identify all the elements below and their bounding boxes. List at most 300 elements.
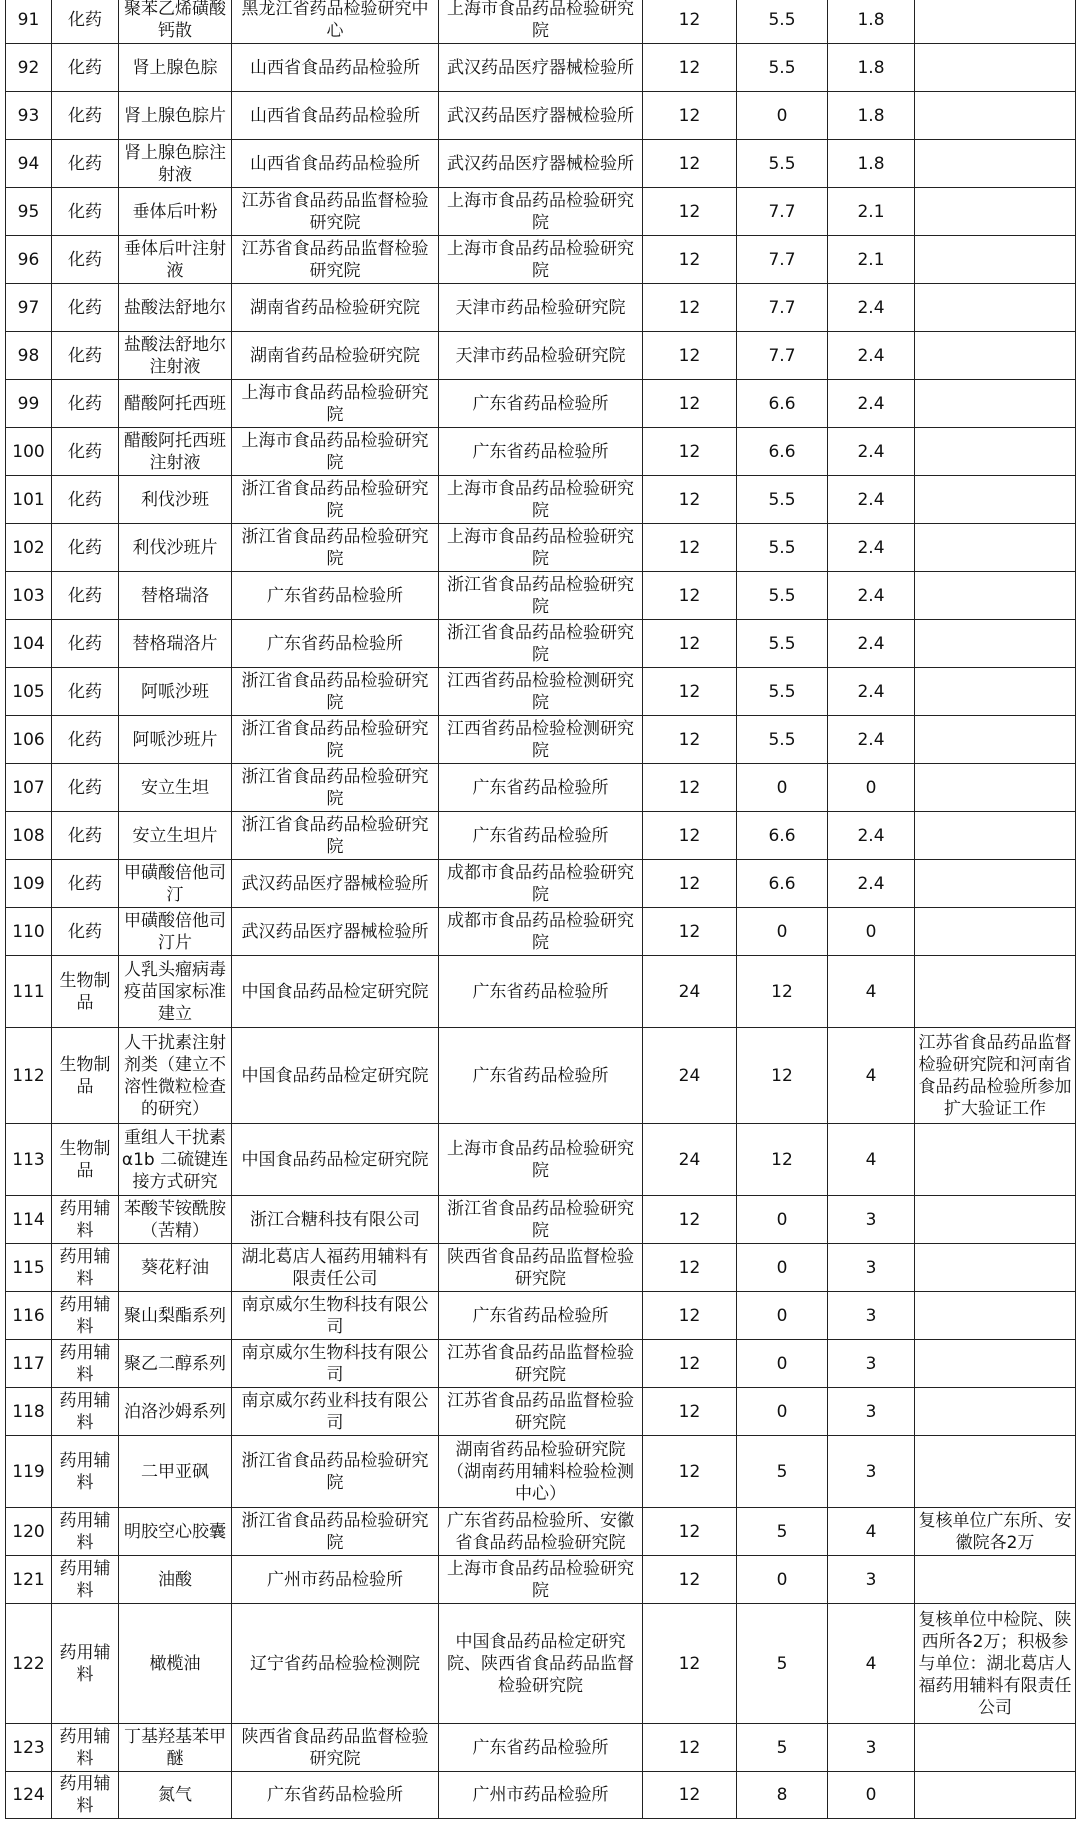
product-name-cell[interactable]: 醋酸阿托西班: [119, 380, 232, 428]
category-cell[interactable]: 化药: [52, 524, 119, 572]
review-unit-cell[interactable]: 天津市药品检验研究院: [439, 332, 643, 380]
amount-a-cell[interactable]: 0: [737, 1196, 828, 1244]
total-amount-cell[interactable]: 12: [643, 812, 737, 860]
category-cell[interactable]: 药用辅料: [52, 1604, 119, 1724]
amount-a-cell[interactable]: 0: [737, 1244, 828, 1292]
amount-b-cell[interactable]: 2.4: [828, 860, 915, 908]
total-amount-cell[interactable]: 12: [643, 428, 737, 476]
total-amount-cell[interactable]: 12: [643, 284, 737, 332]
total-amount-cell[interactable]: 12: [643, 716, 737, 764]
row-number-cell[interactable]: 100: [6, 428, 52, 476]
total-amount-cell[interactable]: 12: [643, 1388, 737, 1436]
remarks-cell[interactable]: [915, 668, 1076, 716]
total-amount-cell[interactable]: 12: [643, 1772, 737, 1819]
review-unit-cell[interactable]: 武汉药品医疗器械检验所: [439, 44, 643, 92]
amount-a-cell[interactable]: 12: [737, 1028, 828, 1124]
lead-unit-cell[interactable]: 南京威尔生物科技有限公司: [232, 1292, 439, 1340]
amount-b-cell[interactable]: 3: [828, 1724, 915, 1772]
total-amount-cell[interactable]: 12: [643, 44, 737, 92]
review-unit-cell[interactable]: 广东省药品检验所: [439, 764, 643, 812]
amount-b-cell[interactable]: 2.4: [828, 668, 915, 716]
row-number-cell[interactable]: 93: [6, 92, 52, 140]
row-number-cell[interactable]: 106: [6, 716, 52, 764]
amount-a-cell[interactable]: 0: [737, 1556, 828, 1604]
review-unit-cell[interactable]: 陕西省食品药品监督检验研究院: [439, 1244, 643, 1292]
review-unit-cell[interactable]: 上海市食品药品检验研究院: [439, 236, 643, 284]
row-number-cell[interactable]: 115: [6, 1244, 52, 1292]
remarks-cell[interactable]: [915, 1556, 1076, 1604]
amount-a-cell[interactable]: 6.6: [737, 860, 828, 908]
product-name-cell[interactable]: 醋酸阿托西班注射液: [119, 428, 232, 476]
amount-b-cell[interactable]: 1.8: [828, 0, 915, 44]
product-name-cell[interactable]: 丁基羟基苯甲醚: [119, 1724, 232, 1772]
review-unit-cell[interactable]: 广东省药品检验所: [439, 1028, 643, 1124]
remarks-cell[interactable]: [915, 428, 1076, 476]
row-number-cell[interactable]: 123: [6, 1724, 52, 1772]
lead-unit-cell[interactable]: 江苏省食品药品监督检验研究院: [232, 236, 439, 284]
row-number-cell[interactable]: 111: [6, 956, 52, 1028]
row-number-cell[interactable]: 96: [6, 236, 52, 284]
amount-b-cell[interactable]: 3: [828, 1436, 915, 1508]
lead-unit-cell[interactable]: 浙江省食品药品检验研究院: [232, 668, 439, 716]
row-number-cell[interactable]: 113: [6, 1124, 52, 1196]
review-unit-cell[interactable]: 成都市食品药品检验研究院: [439, 860, 643, 908]
row-number-cell[interactable]: 119: [6, 1436, 52, 1508]
category-cell[interactable]: 化药: [52, 188, 119, 236]
product-name-cell[interactable]: 盐酸法舒地尔: [119, 284, 232, 332]
product-name-cell[interactable]: 肾上腺色腙: [119, 44, 232, 92]
remarks-cell[interactable]: [915, 860, 1076, 908]
total-amount-cell[interactable]: 12: [643, 572, 737, 620]
amount-a-cell[interactable]: 12: [737, 1124, 828, 1196]
amount-b-cell[interactable]: 4: [828, 1124, 915, 1196]
remarks-cell[interactable]: [915, 188, 1076, 236]
lead-unit-cell[interactable]: 陕西省食品药品监督检验研究院: [232, 1724, 439, 1772]
product-name-cell[interactable]: 肾上腺色腙注射液: [119, 140, 232, 188]
remarks-cell[interactable]: 江苏省食品药品监督检验研究院和河南省食品药品检验所参加扩大验证工作: [915, 1028, 1076, 1124]
category-cell[interactable]: 生物制品: [52, 1028, 119, 1124]
total-amount-cell[interactable]: 12: [643, 1340, 737, 1388]
product-name-cell[interactable]: 安立生坦: [119, 764, 232, 812]
product-name-cell[interactable]: 氮气: [119, 1772, 232, 1819]
amount-a-cell[interactable]: 8: [737, 1772, 828, 1819]
amount-b-cell[interactable]: 2.4: [828, 620, 915, 668]
lead-unit-cell[interactable]: 中国食品药品检定研究院: [232, 1124, 439, 1196]
review-unit-cell[interactable]: 广东省药品检验所: [439, 1292, 643, 1340]
amount-a-cell[interactable]: 5.5: [737, 716, 828, 764]
lead-unit-cell[interactable]: 山西省食品药品检验所: [232, 140, 439, 188]
product-name-cell[interactable]: 利伐沙班片: [119, 524, 232, 572]
review-unit-cell[interactable]: 广东省药品检验所: [439, 428, 643, 476]
category-cell[interactable]: 化药: [52, 476, 119, 524]
product-name-cell[interactable]: 橄榄油: [119, 1604, 232, 1724]
category-cell[interactable]: 药用辅料: [52, 1196, 119, 1244]
category-cell[interactable]: 药用辅料: [52, 1772, 119, 1819]
row-number-cell[interactable]: 101: [6, 476, 52, 524]
amount-a-cell[interactable]: 5.5: [737, 668, 828, 716]
lead-unit-cell[interactable]: 广州市药品检验所: [232, 1556, 439, 1604]
product-name-cell[interactable]: 甲磺酸倍他司汀: [119, 860, 232, 908]
review-unit-cell[interactable]: 上海市食品药品检验研究院: [439, 188, 643, 236]
amount-b-cell[interactable]: 2.4: [828, 332, 915, 380]
category-cell[interactable]: 化药: [52, 140, 119, 188]
total-amount-cell[interactable]: 12: [643, 1604, 737, 1724]
amount-b-cell[interactable]: 1.8: [828, 44, 915, 92]
lead-unit-cell[interactable]: 广东省药品检验所: [232, 572, 439, 620]
amount-b-cell[interactable]: 2.1: [828, 188, 915, 236]
product-name-cell[interactable]: 替格瑞洛片: [119, 620, 232, 668]
amount-b-cell[interactable]: 3: [828, 1556, 915, 1604]
row-number-cell[interactable]: 118: [6, 1388, 52, 1436]
product-name-cell[interactable]: 肾上腺色腙片: [119, 92, 232, 140]
row-number-cell[interactable]: 97: [6, 284, 52, 332]
product-name-cell[interactable]: 油酸: [119, 1556, 232, 1604]
row-number-cell[interactable]: 94: [6, 140, 52, 188]
product-name-cell[interactable]: 葵花籽油: [119, 1244, 232, 1292]
amount-b-cell[interactable]: 2.4: [828, 524, 915, 572]
lead-unit-cell[interactable]: 辽宁省药品检验检测院: [232, 1604, 439, 1724]
category-cell[interactable]: 药用辅料: [52, 1724, 119, 1772]
lead-unit-cell[interactable]: 浙江省食品药品检验研究院: [232, 812, 439, 860]
amount-a-cell[interactable]: 5.5: [737, 0, 828, 44]
row-number-cell[interactable]: 108: [6, 812, 52, 860]
amount-b-cell[interactable]: 2.4: [828, 380, 915, 428]
category-cell[interactable]: 化药: [52, 380, 119, 428]
total-amount-cell[interactable]: 12: [643, 188, 737, 236]
total-amount-cell[interactable]: 12: [643, 476, 737, 524]
remarks-cell[interactable]: [915, 1724, 1076, 1772]
amount-a-cell[interactable]: 7.7: [737, 236, 828, 284]
lead-unit-cell[interactable]: 浙江省食品药品检验研究院: [232, 524, 439, 572]
review-unit-cell[interactable]: 上海市食品药品检验研究院: [439, 1124, 643, 1196]
category-cell[interactable]: 化药: [52, 572, 119, 620]
amount-b-cell[interactable]: 0: [828, 908, 915, 956]
amount-b-cell[interactable]: 2.4: [828, 284, 915, 332]
lead-unit-cell[interactable]: 山西省食品药品检验所: [232, 44, 439, 92]
product-name-cell[interactable]: 聚山梨酯系列: [119, 1292, 232, 1340]
remarks-cell[interactable]: [915, 572, 1076, 620]
amount-b-cell[interactable]: 4: [828, 1508, 915, 1556]
total-amount-cell[interactable]: 12: [643, 1292, 737, 1340]
remarks-cell[interactable]: [915, 44, 1076, 92]
amount-a-cell[interactable]: 5.5: [737, 140, 828, 188]
category-cell[interactable]: 化药: [52, 716, 119, 764]
category-cell[interactable]: 药用辅料: [52, 1556, 119, 1604]
review-unit-cell[interactable]: 上海市食品药品检验研究院: [439, 0, 643, 44]
total-amount-cell[interactable]: 12: [643, 764, 737, 812]
row-number-cell[interactable]: 107: [6, 764, 52, 812]
lead-unit-cell[interactable]: 武汉药品医疗器械检验所: [232, 860, 439, 908]
amount-a-cell[interactable]: 6.6: [737, 428, 828, 476]
amount-a-cell[interactable]: 5: [737, 1436, 828, 1508]
row-number-cell[interactable]: 120: [6, 1508, 52, 1556]
total-amount-cell[interactable]: 12: [643, 0, 737, 44]
product-name-cell[interactable]: 阿哌沙班片: [119, 716, 232, 764]
amount-a-cell[interactable]: 5.5: [737, 572, 828, 620]
remarks-cell[interactable]: [915, 332, 1076, 380]
row-number-cell[interactable]: 92: [6, 44, 52, 92]
row-number-cell[interactable]: 116: [6, 1292, 52, 1340]
lead-unit-cell[interactable]: 湖南省药品检验研究院: [232, 284, 439, 332]
review-unit-cell[interactable]: 湖南省药品检验研究院（湖南药用辅料检验检测中心）: [439, 1436, 643, 1508]
total-amount-cell[interactable]: 12: [643, 1556, 737, 1604]
review-unit-cell[interactable]: 武汉药品医疗器械检验所: [439, 92, 643, 140]
row-number-cell[interactable]: 102: [6, 524, 52, 572]
total-amount-cell[interactable]: 12: [643, 860, 737, 908]
amount-b-cell[interactable]: 4: [828, 1028, 915, 1124]
lead-unit-cell[interactable]: 广东省药品检验所: [232, 1772, 439, 1819]
lead-unit-cell[interactable]: 浙江合糖科技有限公司: [232, 1196, 439, 1244]
product-name-cell[interactable]: 盐酸法舒地尔注射液: [119, 332, 232, 380]
category-cell[interactable]: 化药: [52, 908, 119, 956]
remarks-cell[interactable]: [915, 92, 1076, 140]
amount-a-cell[interactable]: 0: [737, 908, 828, 956]
review-unit-cell[interactable]: 江苏省食品药品监督检验研究院: [439, 1340, 643, 1388]
product-name-cell[interactable]: 阿哌沙班: [119, 668, 232, 716]
remarks-cell[interactable]: [915, 1124, 1076, 1196]
category-cell[interactable]: 药用辅料: [52, 1508, 119, 1556]
product-name-cell[interactable]: 明胶空心胶囊: [119, 1508, 232, 1556]
amount-b-cell[interactable]: 3: [828, 1244, 915, 1292]
review-unit-cell[interactable]: 江西省药品检验检测研究院: [439, 668, 643, 716]
lead-unit-cell[interactable]: 浙江省食品药品检验研究院: [232, 1436, 439, 1508]
row-number-cell[interactable]: 110: [6, 908, 52, 956]
row-number-cell[interactable]: 121: [6, 1556, 52, 1604]
total-amount-cell[interactable]: 12: [643, 1244, 737, 1292]
remarks-cell[interactable]: [915, 1772, 1076, 1819]
amount-b-cell[interactable]: 4: [828, 956, 915, 1028]
review-unit-cell[interactable]: 上海市食品药品检验研究院: [439, 524, 643, 572]
row-number-cell[interactable]: 104: [6, 620, 52, 668]
review-unit-cell[interactable]: 浙江省食品药品检验研究院: [439, 620, 643, 668]
product-name-cell[interactable]: 替格瑞洛: [119, 572, 232, 620]
remarks-cell[interactable]: [915, 956, 1076, 1028]
remarks-cell[interactable]: [915, 140, 1076, 188]
amount-a-cell[interactable]: 5.5: [737, 620, 828, 668]
remarks-cell[interactable]: [915, 716, 1076, 764]
row-number-cell[interactable]: 95: [6, 188, 52, 236]
review-unit-cell[interactable]: 武汉药品医疗器械检验所: [439, 140, 643, 188]
amount-b-cell[interactable]: 3: [828, 1340, 915, 1388]
category-cell[interactable]: 化药: [52, 284, 119, 332]
category-cell[interactable]: 化药: [52, 236, 119, 284]
category-cell[interactable]: 化药: [52, 620, 119, 668]
amount-a-cell[interactable]: 5.5: [737, 44, 828, 92]
category-cell[interactable]: 药用辅料: [52, 1388, 119, 1436]
amount-a-cell[interactable]: 0: [737, 1292, 828, 1340]
row-number-cell[interactable]: 103: [6, 572, 52, 620]
total-amount-cell[interactable]: 12: [643, 236, 737, 284]
category-cell[interactable]: 化药: [52, 92, 119, 140]
amount-b-cell[interactable]: 2.4: [828, 812, 915, 860]
category-cell[interactable]: 药用辅料: [52, 1340, 119, 1388]
lead-unit-cell[interactable]: 山西省食品药品检验所: [232, 92, 439, 140]
amount-a-cell[interactable]: 0: [737, 1388, 828, 1436]
total-amount-cell[interactable]: 12: [643, 1508, 737, 1556]
lead-unit-cell[interactable]: 湖北葛店人福药用辅料有限责任公司: [232, 1244, 439, 1292]
amount-a-cell[interactable]: 5: [737, 1508, 828, 1556]
remarks-cell[interactable]: [915, 764, 1076, 812]
remarks-cell[interactable]: [915, 908, 1076, 956]
category-cell[interactable]: 药用辅料: [52, 1436, 119, 1508]
category-cell[interactable]: 化药: [52, 860, 119, 908]
review-unit-cell[interactable]: 浙江省食品药品检验研究院: [439, 572, 643, 620]
row-number-cell[interactable]: 122: [6, 1604, 52, 1724]
total-amount-cell[interactable]: 12: [643, 92, 737, 140]
remarks-cell[interactable]: [915, 1340, 1076, 1388]
lead-unit-cell[interactable]: 浙江省食品药品检验研究院: [232, 764, 439, 812]
amount-b-cell[interactable]: 1.8: [828, 140, 915, 188]
row-number-cell[interactable]: 117: [6, 1340, 52, 1388]
amount-b-cell[interactable]: 0: [828, 764, 915, 812]
product-name-cell[interactable]: 聚苯乙烯磺酸钙散: [119, 0, 232, 44]
category-cell[interactable]: 化药: [52, 44, 119, 92]
remarks-cell[interactable]: [915, 0, 1076, 44]
lead-unit-cell[interactable]: 武汉药品医疗器械检验所: [232, 908, 439, 956]
category-cell[interactable]: 生物制品: [52, 1124, 119, 1196]
review-unit-cell[interactable]: 广东省药品检验所: [439, 956, 643, 1028]
review-unit-cell[interactable]: 中国食品药品检定研究院、陕西省食品药品监督检验研究院: [439, 1604, 643, 1724]
total-amount-cell[interactable]: 12: [643, 620, 737, 668]
product-name-cell[interactable]: 垂体后叶粉: [119, 188, 232, 236]
total-amount-cell[interactable]: 12: [643, 524, 737, 572]
category-cell[interactable]: 化药: [52, 332, 119, 380]
remarks-cell[interactable]: [915, 1196, 1076, 1244]
amount-b-cell[interactable]: 1.8: [828, 92, 915, 140]
lead-unit-cell[interactable]: 浙江省食品药品检验研究院: [232, 716, 439, 764]
product-name-cell[interactable]: 人干扰素注射剂类（建立不溶性微粒检查的研究）: [119, 1028, 232, 1124]
total-amount-cell[interactable]: 12: [643, 908, 737, 956]
review-unit-cell[interactable]: 浙江省食品药品检验研究院: [439, 1196, 643, 1244]
amount-b-cell[interactable]: 2.4: [828, 572, 915, 620]
remarks-cell[interactable]: 复核单位中检院、陕西所各2万；积极参与单位：湖北葛店人福药用辅料有限责任公司: [915, 1604, 1076, 1724]
review-unit-cell[interactable]: 广东省药品检验所: [439, 1724, 643, 1772]
review-unit-cell[interactable]: 广东省药品检验所: [439, 812, 643, 860]
review-unit-cell[interactable]: 成都市食品药品检验研究院: [439, 908, 643, 956]
review-unit-cell[interactable]: 江西省药品检验检测研究院: [439, 716, 643, 764]
remarks-cell[interactable]: [915, 1244, 1076, 1292]
product-name-cell[interactable]: 人乳头瘤病毒疫苗国家标准建立: [119, 956, 232, 1028]
category-cell[interactable]: 化药: [52, 812, 119, 860]
lead-unit-cell[interactable]: 广东省药品检验所: [232, 620, 439, 668]
row-number-cell[interactable]: 109: [6, 860, 52, 908]
review-unit-cell[interactable]: 江苏省食品药品监督检验研究院: [439, 1388, 643, 1436]
lead-unit-cell[interactable]: 中国食品药品检定研究院: [232, 956, 439, 1028]
amount-a-cell[interactable]: 6.6: [737, 812, 828, 860]
amount-b-cell[interactable]: 4: [828, 1604, 915, 1724]
remarks-cell[interactable]: [915, 1436, 1076, 1508]
lead-unit-cell[interactable]: 黑龙江省药品检验研究中心: [232, 0, 439, 44]
row-number-cell[interactable]: 99: [6, 380, 52, 428]
total-amount-cell[interactable]: 24: [643, 1124, 737, 1196]
amount-a-cell[interactable]: 7.7: [737, 332, 828, 380]
remarks-cell[interactable]: [915, 1292, 1076, 1340]
amount-a-cell[interactable]: 5.5: [737, 524, 828, 572]
total-amount-cell[interactable]: 12: [643, 1196, 737, 1244]
amount-b-cell[interactable]: 2.1: [828, 236, 915, 284]
lead-unit-cell[interactable]: 浙江省食品药品检验研究院: [232, 476, 439, 524]
amount-a-cell[interactable]: 5.5: [737, 476, 828, 524]
amount-a-cell[interactable]: 5: [737, 1724, 828, 1772]
row-number-cell[interactable]: 112: [6, 1028, 52, 1124]
product-name-cell[interactable]: 利伐沙班: [119, 476, 232, 524]
lead-unit-cell[interactable]: 上海市食品药品检验研究院: [232, 380, 439, 428]
lead-unit-cell[interactable]: 南京威尔药业科技有限公司: [232, 1388, 439, 1436]
amount-a-cell[interactable]: 7.7: [737, 284, 828, 332]
category-cell[interactable]: 化药: [52, 0, 119, 44]
row-number-cell[interactable]: 91: [6, 0, 52, 44]
product-name-cell[interactable]: 泊洛沙姆系列: [119, 1388, 232, 1436]
remarks-cell[interactable]: [915, 620, 1076, 668]
product-name-cell[interactable]: 苯酸苄铵酰胺（苦精）: [119, 1196, 232, 1244]
row-number-cell[interactable]: 98: [6, 332, 52, 380]
review-unit-cell[interactable]: 上海市食品药品检验研究院: [439, 1556, 643, 1604]
product-name-cell[interactable]: 安立生坦片: [119, 812, 232, 860]
review-unit-cell[interactable]: 上海市食品药品检验研究院: [439, 476, 643, 524]
product-name-cell[interactable]: 二甲亚砜: [119, 1436, 232, 1508]
total-amount-cell[interactable]: 12: [643, 140, 737, 188]
category-cell[interactable]: 化药: [52, 764, 119, 812]
remarks-cell[interactable]: [915, 380, 1076, 428]
product-name-cell[interactable]: 重组人干扰素α1b 二硫键连接方式研究: [119, 1124, 232, 1196]
lead-unit-cell[interactable]: 江苏省食品药品监督检验研究院: [232, 188, 439, 236]
category-cell[interactable]: 药用辅料: [52, 1244, 119, 1292]
amount-a-cell[interactable]: 0: [737, 92, 828, 140]
remarks-cell[interactable]: [915, 1388, 1076, 1436]
total-amount-cell[interactable]: 12: [643, 1436, 737, 1508]
review-unit-cell[interactable]: 广州市药品检验所: [439, 1772, 643, 1819]
review-unit-cell[interactable]: 广东省药品检验所: [439, 380, 643, 428]
amount-a-cell[interactable]: 0: [737, 1340, 828, 1388]
row-number-cell[interactable]: 124: [6, 1772, 52, 1819]
product-name-cell[interactable]: 聚乙二醇系列: [119, 1340, 232, 1388]
amount-a-cell[interactable]: 0: [737, 764, 828, 812]
lead-unit-cell[interactable]: 中国食品药品检定研究院: [232, 1028, 439, 1124]
lead-unit-cell[interactable]: 南京威尔生物科技有限公司: [232, 1340, 439, 1388]
total-amount-cell[interactable]: 12: [643, 332, 737, 380]
lead-unit-cell[interactable]: 浙江省食品药品检验研究院: [232, 1508, 439, 1556]
review-unit-cell[interactable]: 天津市药品检验研究院: [439, 284, 643, 332]
total-amount-cell[interactable]: 12: [643, 668, 737, 716]
amount-b-cell[interactable]: 2.4: [828, 716, 915, 764]
category-cell[interactable]: 生物制品: [52, 956, 119, 1028]
total-amount-cell[interactable]: 24: [643, 956, 737, 1028]
total-amount-cell[interactable]: 24: [643, 1028, 737, 1124]
product-name-cell[interactable]: 甲磺酸倍他司汀片: [119, 908, 232, 956]
category-cell[interactable]: 化药: [52, 668, 119, 716]
amount-b-cell[interactable]: 2.4: [828, 428, 915, 476]
amount-a-cell[interactable]: 7.7: [737, 188, 828, 236]
remarks-cell[interactable]: 复核单位广东所、安徽院各2万: [915, 1508, 1076, 1556]
category-cell[interactable]: 药用辅料: [52, 1292, 119, 1340]
total-amount-cell[interactable]: 12: [643, 380, 737, 428]
amount-b-cell[interactable]: 3: [828, 1292, 915, 1340]
remarks-cell[interactable]: [915, 476, 1076, 524]
row-number-cell[interactable]: 105: [6, 668, 52, 716]
review-unit-cell[interactable]: 广东省药品检验所、安徽省食品药品检验研究院: [439, 1508, 643, 1556]
category-cell[interactable]: 化药: [52, 428, 119, 476]
row-number-cell[interactable]: 114: [6, 1196, 52, 1244]
product-name-cell[interactable]: 垂体后叶注射液: [119, 236, 232, 284]
remarks-cell[interactable]: [915, 236, 1076, 284]
amount-b-cell[interactable]: 2.4: [828, 476, 915, 524]
amount-a-cell[interactable]: 5: [737, 1604, 828, 1724]
amount-b-cell[interactable]: 3: [828, 1388, 915, 1436]
amount-a-cell[interactable]: 12: [737, 956, 828, 1028]
lead-unit-cell[interactable]: 湖南省药品检验研究院: [232, 332, 439, 380]
lead-unit-cell[interactable]: 上海市食品药品检验研究院: [232, 428, 439, 476]
remarks-cell[interactable]: [915, 284, 1076, 332]
